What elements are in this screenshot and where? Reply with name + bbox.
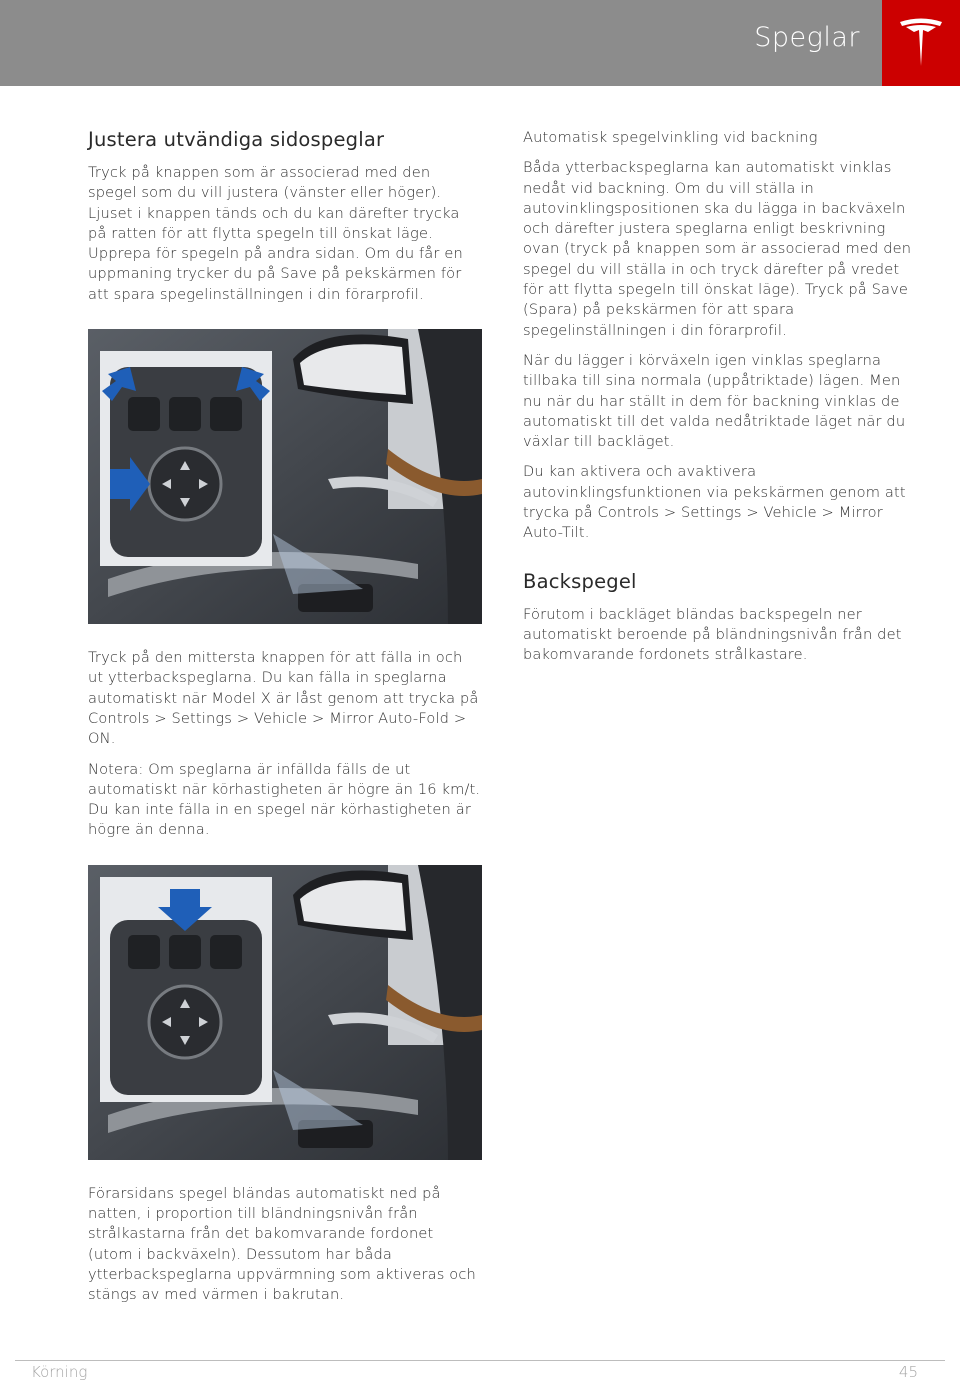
paragraph: Förarsidans spegel bländas automatiskt ned på natten, i proportion till bländningsnivån från strålkastarna från det bakomvarande fordonet (utom i backväxeln). Dessutom har båda ytterbackspeglarna uppvärmning som aktiveras och stängs av med värmen i bakrutan. xyxy=(88,1184,476,1304)
paragraph: Tryck på den mittersta knappen för att fälla in och ut ytterbackspeglarna. Du kan fälla in speglarna automatiskt när Model X är låst genom att trycka på Controls > Settings > Vehicle > Mirror Auto-Fold > ON. xyxy=(88,649,479,748)
paragraph: Du kan aktivera och avaktivera autovinklingsfunktionen via pekskärmen genom att trycka på Controls > Settings > Vehicle > Mirror Auto-Tilt. xyxy=(523,463,906,542)
figure-mirror-fold xyxy=(88,865,482,1160)
mirror-adjust-illustration xyxy=(88,329,482,624)
logo-box xyxy=(882,0,960,86)
section-heading-exterior-mirrors: Justera utvändiga sidospeglar xyxy=(88,128,385,151)
mirror-fold-illustration xyxy=(88,865,482,1160)
subheading-auto-tilt: Automatisk spegelvinkling vid backning xyxy=(523,129,818,146)
paragraph: Förutom i backläget bländas backspegeln ner automatiskt beroende på bländningsnivån från det bakomvarande fordonets strålkastare. xyxy=(523,605,902,664)
page-title: Speglar xyxy=(754,22,860,53)
figure-mirror-adjust xyxy=(88,329,482,624)
footer-divider xyxy=(15,1360,945,1361)
right-column xyxy=(523,128,918,676)
note-paragraph: Notera: Om speglarna är infällda fälls de ut automatiskt när körhastigheten är högre än 16 km/t. Du kan inte fälla in en spegel när körhastigheten är högre än denna. xyxy=(88,760,481,839)
footer-section-name: Körning xyxy=(31,1363,88,1381)
paragraph: När du lägger i körväxeln igen vinklas speglarna tillbaka till sina normala (uppåtriktade) lägen. Men nu när du har ställt in dem för backning vinklas de automatiskt till det valda nedåtriktade läget när du växlar till backläget. xyxy=(523,351,906,451)
tesla-logo-icon xyxy=(898,16,944,70)
paragraph: Båda ytterbackspeglarna kan automatiskt vinklas nedåt vid backning. Om du vill ställa in autovinklingspositionen ska du lägga in backväxeln och därefter justera speglarna enligt beskrivning ovan (tryck på knappen som är associerad med den spegel du vill ställa in och tryck därefter på vredet för att flytta spegeln till önskat läge). Tryck på Save (Spara) på pekskärmen för att spara spegelinställningen i din förarprofil. xyxy=(523,159,912,339)
paragraph: Tryck på knappen som är associerad med den spegel som du vill justera (vänster eller höger). Ljuset i knappen tänds och du kan därefter trycka på ratten för att flytta spegeln till önskat läge. Upprepa för spegeln på andra sidan. Om du får en uppmaning trycker du på Save på pekskärmen för att spara spegelinställningen i din förarprofil. xyxy=(88,164,463,303)
section-heading-rearview-mirror: Backspegel xyxy=(523,569,637,593)
page-number: 45 xyxy=(898,1363,918,1381)
left-column xyxy=(88,128,482,1316)
